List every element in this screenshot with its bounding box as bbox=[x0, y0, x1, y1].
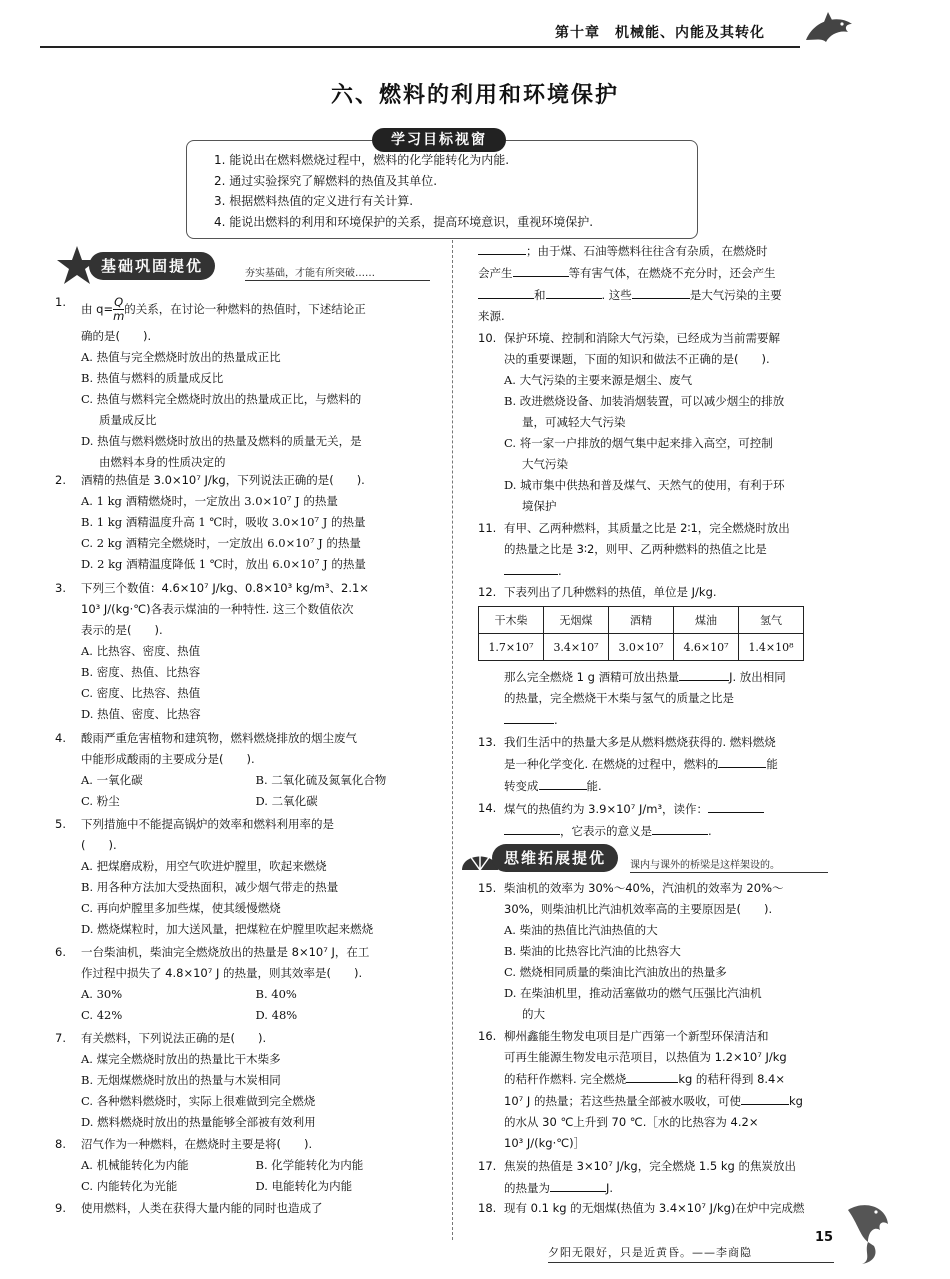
option-c[interactable]: C. 密度、比热容、热值 bbox=[81, 686, 201, 700]
option-a[interactable]: A. 大气污染的主要来源是烟尘、废气 bbox=[504, 373, 693, 387]
answer-blank[interactable] bbox=[550, 1177, 606, 1192]
header-rule bbox=[40, 46, 800, 48]
option-c[interactable]: C. 粉尘 bbox=[81, 794, 120, 808]
section-note: 课内与课外的桥梁是这样架设的。 bbox=[630, 860, 780, 871]
question-4 bbox=[55, 728, 430, 812]
page-number: 15 bbox=[815, 1230, 834, 1245]
question-number: 4. bbox=[55, 731, 66, 745]
option-d[interactable]: D. 热值、密度、比热容 bbox=[81, 707, 201, 721]
option-a[interactable]: A. 热值与完全燃烧时放出的热量成正比 bbox=[81, 350, 281, 364]
stem-text: 10³ J/(kg·℃)］ bbox=[504, 1136, 586, 1150]
option-b[interactable]: B. 化学能转化为内能 bbox=[255, 1158, 364, 1172]
stem-text: 下列三个数值：4.6×10⁷ J/kg、0.8×10³ kg/m³、2.1× bbox=[81, 581, 369, 595]
options-row bbox=[81, 1176, 430, 1197]
stem-text: ；由于煤、石油等燃料往往含有杂质，在燃烧时 bbox=[526, 244, 768, 258]
column-divider bbox=[452, 240, 453, 1240]
option-b[interactable]: B. 40% bbox=[255, 987, 297, 1001]
question-number: 10. bbox=[478, 331, 497, 345]
stem-text: 转变成 bbox=[504, 779, 539, 793]
question-number: 13. bbox=[478, 735, 497, 749]
option-d[interactable]: D. 2 kg 酒精温度降低 1 ℃时，放出 6.0×10⁷ J 的热量 bbox=[81, 557, 366, 571]
option-d-cont: 的大 bbox=[522, 1007, 545, 1021]
footer-quote: 夕阳无限好，只是近黄昏。——李商隐 bbox=[548, 1246, 752, 1259]
stem-text: . 这些 bbox=[601, 288, 632, 302]
stem-text: kg 的秸秆得到 8.4× bbox=[678, 1072, 786, 1086]
stem-text: 现有 0.1 kg 的无烟煤(热值为 3.4×10⁷ J/kg)在炉中完成燃 bbox=[504, 1201, 805, 1215]
option-c[interactable]: C. 内能转化为光能 bbox=[81, 1179, 178, 1193]
page-title: 六、燃料的利用和环境保护 bbox=[330, 83, 619, 108]
option-d-cont: 境保护 bbox=[522, 499, 557, 513]
question-number: 15. bbox=[478, 881, 497, 895]
fraction-numerator: Q bbox=[114, 295, 124, 309]
question-7 bbox=[55, 1028, 430, 1133]
table-header-row bbox=[479, 607, 804, 634]
question-2 bbox=[55, 470, 430, 575]
question-18 bbox=[478, 1198, 823, 1219]
dolphin-icon bbox=[800, 10, 860, 55]
stem-text: J. 放出相同 bbox=[729, 670, 786, 684]
fuel-heat-table bbox=[478, 606, 804, 661]
stem-text: 确的是( ). bbox=[81, 329, 152, 343]
question-6 bbox=[55, 942, 430, 1026]
stem-text: 柴油机的效率为 30%～40%，汽油机的效率为 20%～ bbox=[504, 881, 784, 895]
table-header-cell: 酒精 bbox=[609, 607, 674, 634]
page-header bbox=[0, 0, 950, 52]
chapter-title: 第十章 机械能、内能及其转化 bbox=[555, 25, 765, 41]
stem-text: 酸雨严重危害植物和建筑物，燃料燃烧排放的烟尘废气 bbox=[81, 731, 357, 745]
table-header-cell: 干木柴 bbox=[479, 607, 544, 634]
goal-item: 4. 能说出燃料的利用和环境保护的关系，提高环境意识，重视环境保护. bbox=[214, 214, 594, 229]
stem-text: 会产生 bbox=[478, 266, 513, 280]
question-17 bbox=[478, 1156, 823, 1199]
answer-blank[interactable] bbox=[718, 753, 766, 768]
table-cell: 1.4×10⁸ bbox=[739, 634, 804, 661]
answer-blank[interactable] bbox=[504, 820, 560, 835]
stem-text: 我们生活中的热量大多是从燃料燃烧获得的. 燃料燃烧 bbox=[504, 735, 776, 749]
question-number: 8. bbox=[55, 1137, 66, 1151]
stem-text: 下列措施中不能提高锅炉的效率和燃料利用率的是 bbox=[81, 817, 334, 831]
stem-text: 柳州鑫能生物发电项目是广西第一个新型环保清洁和 bbox=[504, 1029, 769, 1043]
stem-text: 下表列出了几种燃料的热值，单位是 J/kg. bbox=[504, 585, 717, 599]
stem-text: 保护环境、控制和消除大气污染，已经成为当前需要解 bbox=[504, 331, 780, 345]
options-row bbox=[81, 1155, 430, 1176]
answer-blank[interactable] bbox=[741, 1090, 789, 1105]
stem-text: 煤气的热值约为 3.9×10⁷ J/m³，读作： bbox=[504, 802, 709, 816]
question-number: 14. bbox=[478, 801, 497, 815]
options-row bbox=[81, 791, 430, 812]
question-number: 6. bbox=[55, 945, 66, 959]
options-row bbox=[81, 984, 430, 1005]
stem-text: 作过程中损失了 4.8×10⁷ J 的热量，则其效率是( ). bbox=[81, 966, 363, 980]
question-number: 1. bbox=[55, 295, 66, 309]
answer-blank[interactable] bbox=[478, 284, 534, 299]
question-13 bbox=[478, 732, 823, 797]
stem-text: 决的重要课题，下面的知识和做法不正确的是( ). bbox=[504, 352, 770, 366]
option-c[interactable]: C. 再向炉膛里多加些煤，使其缓慢燃烧 bbox=[81, 901, 281, 915]
goals-badge: 学习目标视窗 bbox=[372, 128, 506, 152]
table-header-cell: 无烟煤 bbox=[544, 607, 609, 634]
stem-text: 表示的是( ). bbox=[81, 623, 163, 637]
stem-text: 中能形成酸雨的主要成分是( ). bbox=[81, 752, 255, 766]
option-c-cont: 大气污染 bbox=[522, 457, 568, 471]
option-c[interactable]: C. 燃烧相同质量的柴油比汽油放出的热量多 bbox=[504, 965, 727, 979]
stem-text: 可再生能源生物发电示范项目，以热值为 1.2×10⁷ J/kg bbox=[504, 1050, 787, 1064]
option-a[interactable]: A. 一氧化碳 bbox=[81, 773, 143, 787]
question-number: 7. bbox=[55, 1031, 66, 1045]
table-header-cell: 煤油 bbox=[674, 607, 739, 634]
stem-text: 由 q= bbox=[81, 302, 114, 316]
option-d[interactable]: D. 热值与燃料燃烧时放出的热量及燃料的质量无关，是 bbox=[81, 434, 362, 448]
stem-text: 的热量，完全燃烧干木柴与氢气的质量之比是 bbox=[504, 691, 734, 705]
answer-blank[interactable] bbox=[652, 820, 708, 835]
question-12-answers bbox=[478, 666, 823, 731]
stem-text: 能 bbox=[766, 757, 778, 771]
option-b[interactable]: B. 无烟煤燃烧时放出的热量与木炭相同 bbox=[81, 1073, 281, 1087]
stem-text: kg bbox=[788, 1094, 803, 1108]
question-10 bbox=[478, 328, 823, 517]
stem-text: 有甲、乙两种燃料，其质量之比是 2∶1，完全燃烧时放出 bbox=[504, 521, 790, 535]
stem-text: . bbox=[554, 713, 558, 727]
answer-blank[interactable] bbox=[632, 284, 690, 299]
option-b[interactable]: B. 改进燃烧设备、加装消烟装置，可以减少烟尘的排放 bbox=[504, 394, 785, 408]
stem-text: 一台柴油机，柴油完全燃烧放出的热量是 8×10⁷ J，在工 bbox=[81, 945, 370, 959]
option-a[interactable]: A. 1 kg 酒精燃烧时，一定放出 3.0×10⁷ J 的热量 bbox=[81, 494, 338, 508]
table-cell: 3.4×10⁷ bbox=[544, 634, 609, 661]
question-12 bbox=[478, 582, 823, 603]
stem-text: 能. bbox=[586, 779, 602, 793]
stem-text: 的关系，在讨论一种燃料的热值时，下述结论正 bbox=[124, 302, 366, 316]
section-label: 基础巩固提优 bbox=[89, 252, 215, 280]
question-number: 2. bbox=[55, 473, 66, 487]
section-note: 夯实基础，才能有所突破…… bbox=[245, 268, 375, 279]
question-16 bbox=[478, 1026, 823, 1154]
option-d[interactable]: D. 48% bbox=[255, 1008, 298, 1022]
table-cell: 1.7×10⁷ bbox=[479, 634, 544, 661]
question-9 bbox=[55, 1198, 430, 1219]
answer-blank[interactable] bbox=[708, 798, 764, 813]
option-b[interactable]: B. 密度、热值、比热容 bbox=[81, 665, 201, 679]
section-rule bbox=[245, 280, 430, 281]
option-a[interactable]: A. 把煤磨成粉，用空气吹进炉膛里，吹起来燃烧 bbox=[81, 859, 327, 873]
table-cell: 3.0×10⁷ bbox=[609, 634, 674, 661]
stem-text: 那么完全燃烧 1 g 酒精可放出热量 bbox=[504, 670, 680, 684]
option-c[interactable]: C. 热值与燃料完全燃烧时放出的热量成正比，与燃料的 bbox=[81, 392, 362, 406]
question-11 bbox=[478, 518, 823, 582]
option-a[interactable]: A. 煤完全燃烧时放出的热量比干木柴多 bbox=[81, 1052, 281, 1066]
stem-text: ，它表示的意义是 bbox=[560, 824, 652, 838]
option-b[interactable]: B. 1 kg 酒精温度升高 1 ℃时，吸收 3.0×10⁷ J 的热量 bbox=[81, 515, 366, 529]
answer-blank[interactable] bbox=[504, 709, 554, 724]
table-cell: 4.6×10⁷ bbox=[674, 634, 739, 661]
option-a[interactable]: A. 比热容、密度、热值 bbox=[81, 644, 201, 658]
stem-text: 是一种化学变化. 在燃烧的过程中，燃料的 bbox=[504, 757, 719, 771]
section-extension bbox=[458, 842, 828, 876]
question-15 bbox=[478, 878, 823, 1025]
answer-blank[interactable] bbox=[679, 666, 729, 681]
question-5 bbox=[55, 814, 430, 940]
stem-text: 使用燃料，人类在获得大量内能的同时也造成了 bbox=[81, 1201, 323, 1215]
stem-text: . bbox=[558, 564, 562, 578]
question-number: 9. bbox=[55, 1201, 66, 1215]
options-row bbox=[81, 1005, 430, 1026]
stem-text: 和 bbox=[534, 288, 546, 302]
question-number: 16. bbox=[478, 1029, 497, 1043]
stem-text: J. bbox=[606, 1181, 614, 1195]
option-d[interactable]: D. 在柴油机里，推动活塞做功的燃气压强比汽油机 bbox=[504, 986, 762, 1000]
option-b[interactable]: B. 热值与燃料的质量成反比 bbox=[81, 371, 224, 385]
question-number: 18. bbox=[478, 1201, 497, 1215]
answer-blank[interactable] bbox=[546, 284, 602, 299]
question-number: 5. bbox=[55, 817, 66, 831]
question-number: 17. bbox=[478, 1159, 497, 1173]
option-c[interactable]: C. 42% bbox=[81, 1008, 123, 1022]
stem-text: . bbox=[708, 824, 712, 838]
table-header-cell: 氢气 bbox=[739, 607, 804, 634]
option-d[interactable]: D. 城市集中供热和普及煤气、天然气的使用，有利于环 bbox=[504, 478, 785, 492]
answer-blank[interactable] bbox=[504, 560, 558, 575]
stem-text: 等有害气体，在燃烧不充分时，还会产生 bbox=[568, 266, 776, 280]
stem-text: 沼气作为一种燃料，在燃烧时主要是将( ). bbox=[81, 1137, 313, 1151]
answer-blank[interactable] bbox=[478, 240, 526, 255]
stem-text: 来源. bbox=[478, 309, 505, 323]
stem-text: 的水从 30 ℃上升到 70 ℃.［水的比热容为 4.2× bbox=[504, 1115, 759, 1129]
stem-text: 10⁷ J 的热量；若这些热量全部被水吸收，可使 bbox=[504, 1094, 741, 1108]
fraction-denominator: m bbox=[113, 309, 125, 323]
question-1 bbox=[55, 292, 430, 473]
stem-text: 焦炭的热值是 3×10⁷ J/kg，完全燃烧 1.5 kg 的焦炭放出 bbox=[504, 1159, 796, 1173]
goal-item: 2. 通过实验探究了解燃料的热值及其单位. bbox=[214, 173, 438, 188]
goals-list bbox=[214, 150, 684, 232]
option-a[interactable]: A. 柴油的热值比汽油热值的大 bbox=[504, 923, 658, 937]
stem-text: 的秸秆作燃料. 完全燃烧 bbox=[504, 1072, 627, 1086]
stem-text: 酒精的热值是 3.0×10⁷ J/kg，下列说法正确的是( ). bbox=[81, 473, 365, 487]
dolphin-icon bbox=[838, 1196, 898, 1266]
section-label: 思维拓展提优 bbox=[492, 844, 618, 872]
option-b[interactable]: B. 用各种方法加大受热面积，减少烟气带走的热量 bbox=[81, 880, 339, 894]
option-d[interactable]: D. 燃料燃烧时放出的热量能够全部被有效利用 bbox=[81, 1115, 316, 1129]
question-9-cont bbox=[478, 240, 823, 327]
footer-rule bbox=[548, 1262, 834, 1263]
question-14 bbox=[478, 798, 823, 842]
option-d[interactable]: D. 电能转化为内能 bbox=[255, 1179, 353, 1193]
question-number: 11. bbox=[478, 521, 497, 535]
goal-item: 1. 能说出在燃料燃烧过程中，燃料的化学能转化为内能. bbox=[214, 153, 510, 167]
option-b[interactable]: B. 柴油的比热容比汽油的比热容大 bbox=[504, 944, 681, 958]
option-c[interactable]: C. 将一家一户排放的烟气集中起来排入高空，可控制 bbox=[504, 436, 773, 450]
option-d-cont: 由燃料本身的性质决定的 bbox=[99, 455, 226, 469]
question-number: 3. bbox=[55, 581, 66, 595]
stem-text: 是大气污染的主要 bbox=[689, 288, 782, 302]
option-b-cont: 量，可减轻大气污染 bbox=[522, 415, 626, 429]
question-8 bbox=[55, 1134, 430, 1197]
question-3 bbox=[55, 578, 430, 725]
section-basic bbox=[55, 250, 430, 284]
stem-text: 30%，则柴油机比汽油机效率高的主要原因是( ). bbox=[504, 902, 773, 916]
option-c-cont: 质量成反比 bbox=[99, 413, 157, 427]
fraction bbox=[113, 296, 124, 323]
option-a[interactable]: A. 机械能转化为内能 bbox=[81, 1158, 189, 1172]
options-row bbox=[81, 770, 430, 791]
table-row bbox=[479, 634, 804, 661]
stem-text: 有关燃料，下列说法正确的是( ). bbox=[81, 1031, 267, 1045]
stem-text: 的热量为 bbox=[504, 1181, 550, 1195]
option-c[interactable]: C. 各种燃料燃烧时，实际上很难做到完全燃烧 bbox=[81, 1094, 316, 1108]
stem-text: 10³ J/(kg·℃)各表示煤油的一种特性. 这三个数值依次 bbox=[81, 602, 354, 616]
answer-blank[interactable] bbox=[626, 1068, 678, 1083]
option-d[interactable]: D. 二氧化碳 bbox=[255, 794, 318, 808]
option-a[interactable]: A. 30% bbox=[81, 987, 123, 1001]
answer-blank[interactable] bbox=[539, 775, 587, 790]
option-d[interactable]: D. 燃烧煤粒时，加大送风量，把煤粒在炉膛里吹起来燃烧 bbox=[81, 922, 374, 936]
question-stem bbox=[81, 292, 430, 326]
option-c[interactable]: C. 2 kg 酒精完全燃烧时，一定放出 6.0×10⁷ J 的热量 bbox=[81, 536, 361, 550]
section-rule bbox=[630, 872, 828, 873]
goal-item: 3. 根据燃料热值的定义进行有关计算. bbox=[214, 194, 414, 208]
answer-blank[interactable] bbox=[513, 262, 569, 277]
stem-text: ( ). bbox=[81, 838, 117, 852]
option-b[interactable]: B. 二氧化硫及氮氧化合物 bbox=[255, 773, 387, 787]
stem-text: 的热量之比是 3∶2，则甲、乙两种燃料的热值之比是 bbox=[504, 542, 767, 556]
question-number: 12. bbox=[478, 585, 497, 599]
